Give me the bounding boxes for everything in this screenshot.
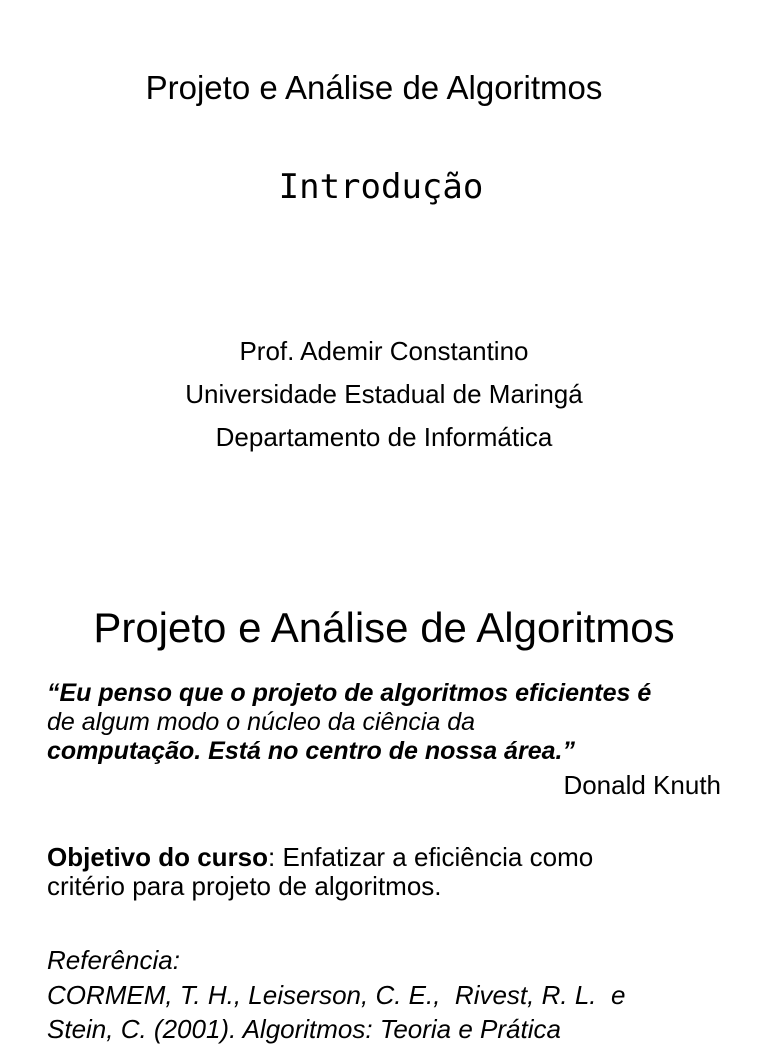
quote-line-2: de algum modo o núcleo da ciência da (47, 708, 476, 736)
reference-line-2: Stein, C. (2001). Algoritmos: Teoria e Prática (47, 1014, 561, 1044)
quote-author: Donald Knuth (563, 770, 721, 800)
department-name: Departamento de Informática (215, 422, 553, 452)
reference-heading: Referência: (47, 945, 180, 975)
professor-name: Prof. Ademir Constantino (239, 336, 529, 366)
university-name: Universidade Estadual de Maringá (185, 379, 583, 409)
quote-line-1: “Eu penso que o projeto de algoritmos eficientes é (47, 679, 652, 707)
course-objective (47, 843, 747, 901)
author-info (0, 330, 768, 459)
objective-label: Objetivo do curso (47, 842, 269, 872)
course-title: Projeto e Análise de Algoritmos (145, 69, 603, 106)
lecture-title: Introdução (278, 167, 484, 207)
reference-text (47, 978, 747, 1046)
knuth-quote (47, 679, 747, 766)
slide-2-title: Projeto e Análise de Algoritmos (93, 604, 675, 651)
objective-text-1: : Enfatizar a eficiência como (268, 842, 594, 872)
quote-line-3: computação. Está no centro de nossa área.” (47, 737, 575, 765)
reference-line-1: CORMEM, T. H., Leiserson, C. E., Rivest, R. L. e (47, 980, 626, 1010)
objective-text-2: critério para projeto de algoritmos. (47, 871, 442, 901)
